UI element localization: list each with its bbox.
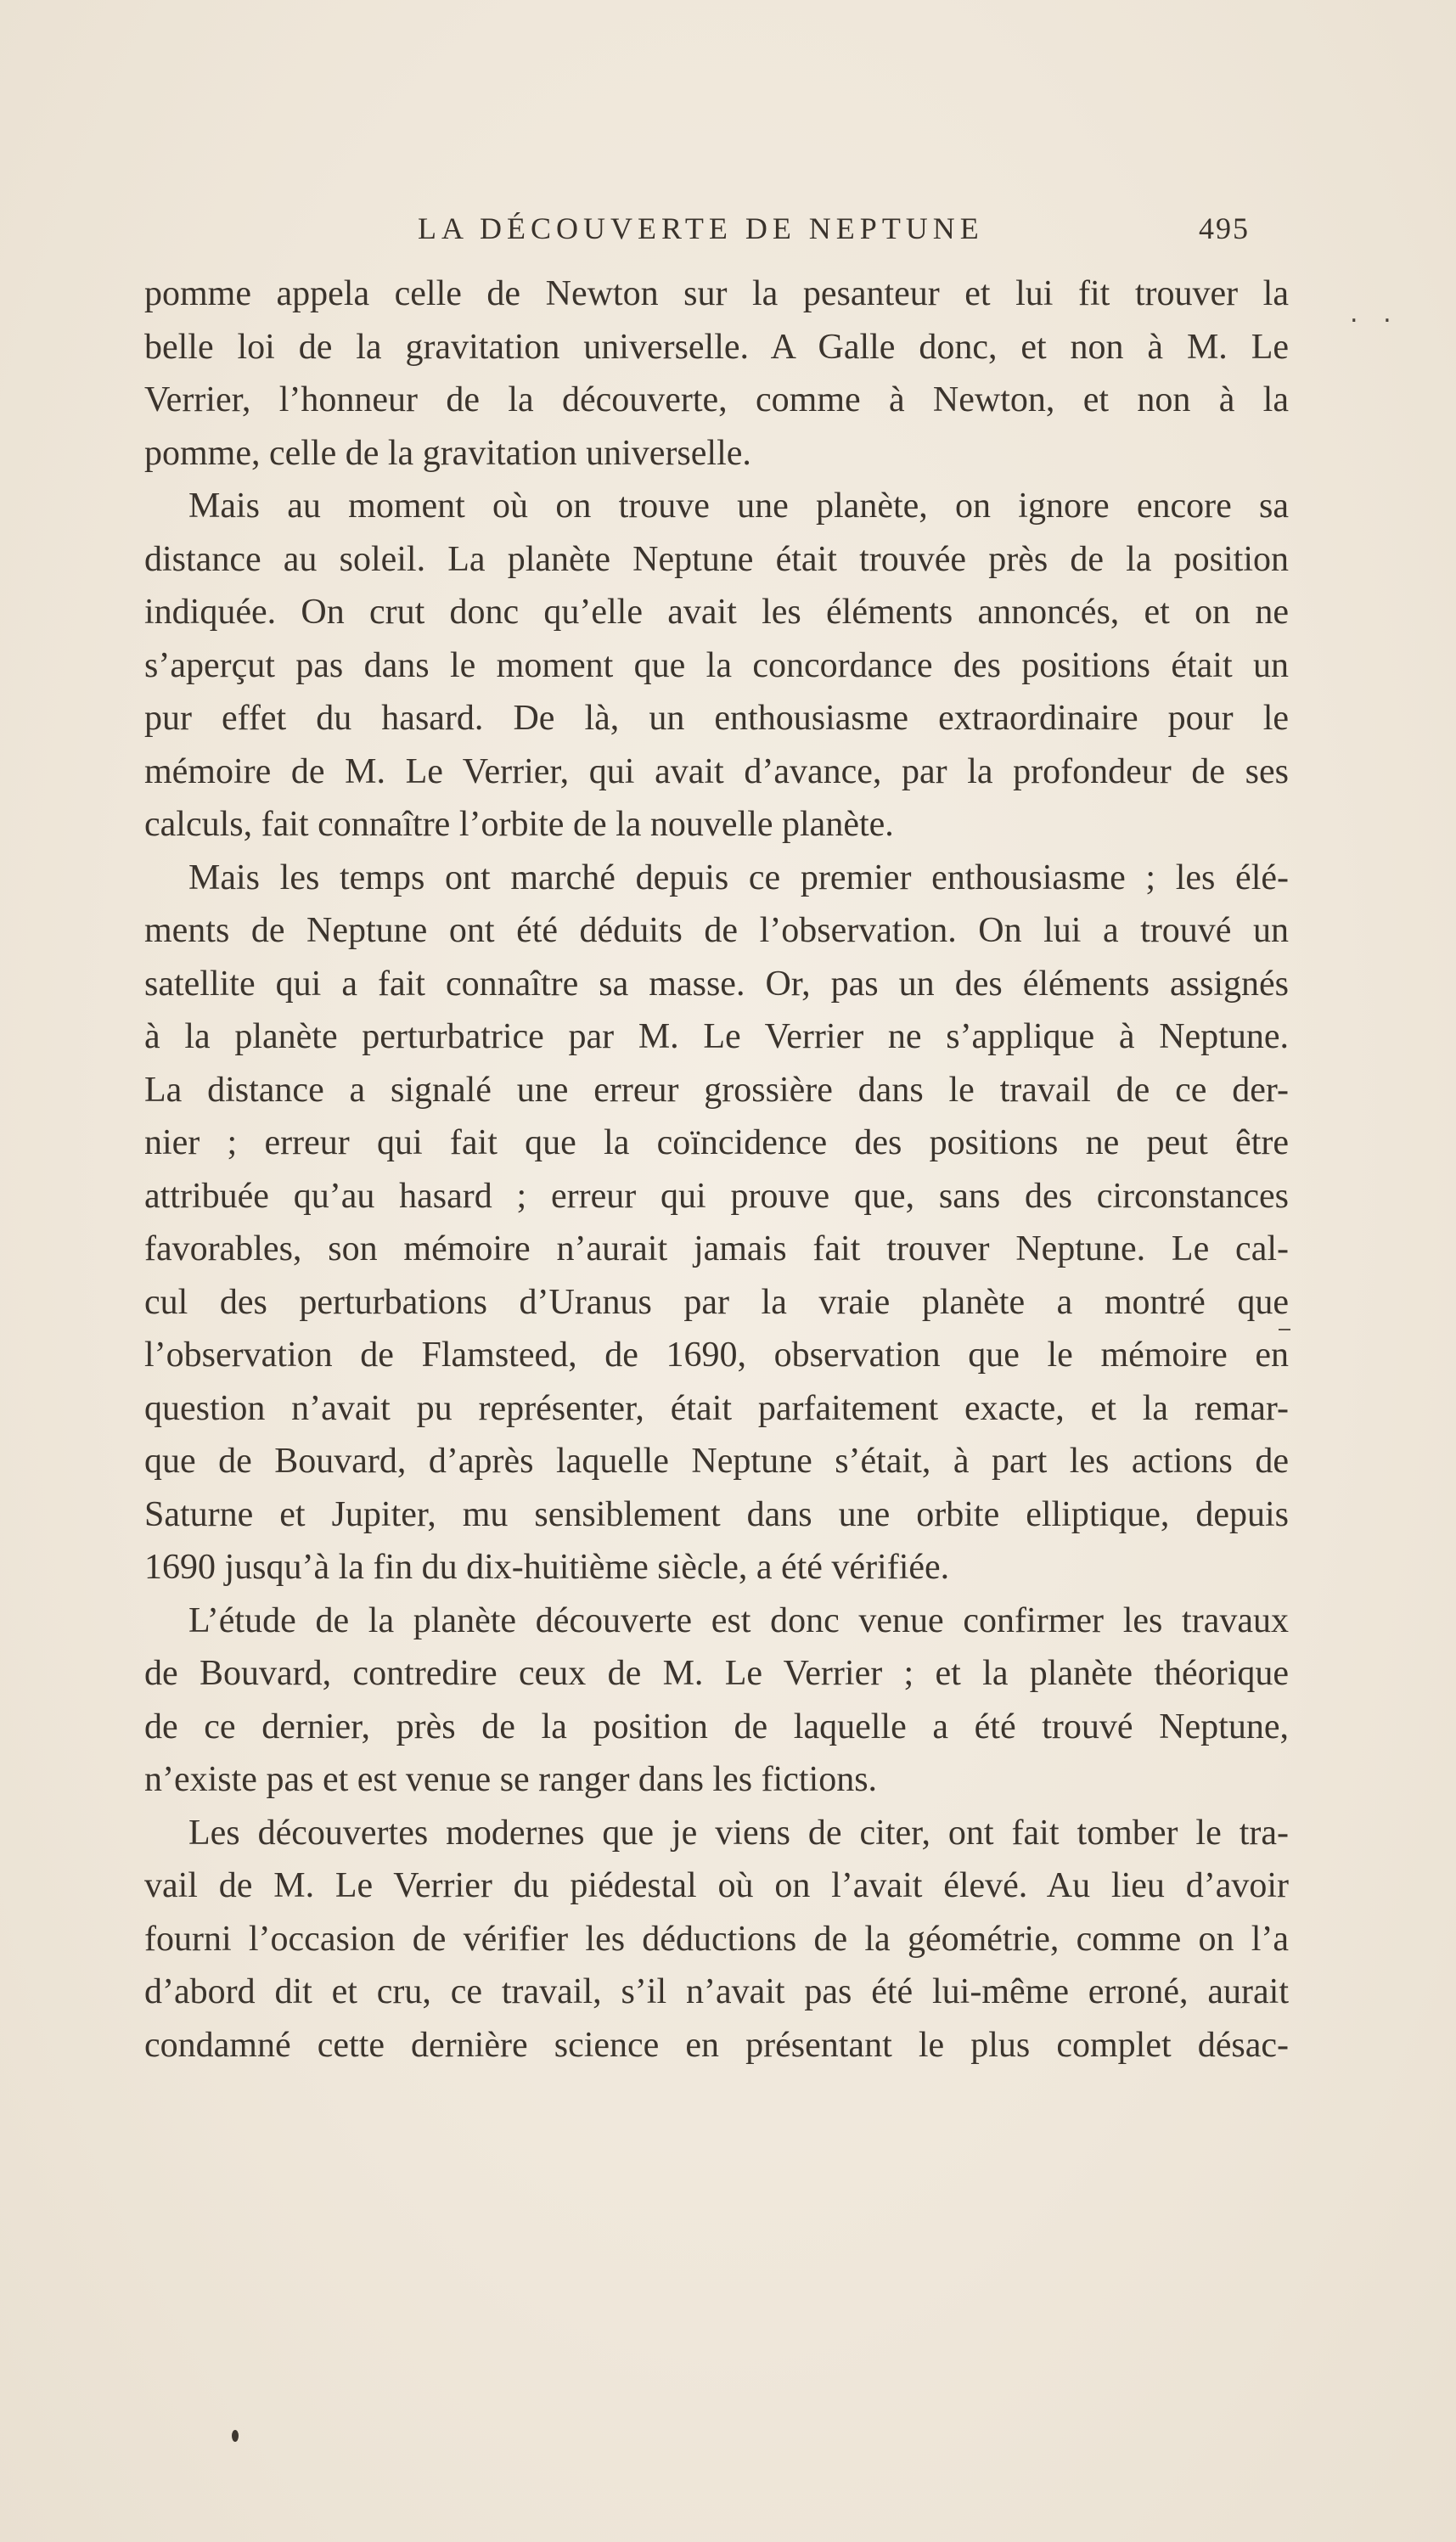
- text-line: que de Bouvard, d’après laquelle Neptune s’était, à part les actions de: [144, 1442, 1289, 1481]
- text-line: Verrier, l’honneur de la découverte, comme à Newton, et non à la: [144, 380, 1289, 419]
- page-number: 495: [1199, 211, 1250, 245]
- text-line: de ce dernier, près de la position de laquelle a été trouvé Neptune,: [144, 1707, 1289, 1746]
- text-line: d’abord dit et cru, ce travail, s’il n’avait pas été lui-même erroné, aurait: [144, 1972, 1289, 2011]
- running-title: LA DÉCOUVERTE DE NEPTUNE: [418, 211, 984, 245]
- text-line: nier ; erreur qui fait que la coïncidence des positions ne peut être: [144, 1123, 1289, 1162]
- text-line: l’observation de Flamsteed, de 1690, observation que le mémoire en: [144, 1336, 1289, 1375]
- paragraph-first-line: Mais au moment où on trouve une planète, on ignore encore sa: [188, 486, 1289, 526]
- text-line: distance au soleil. La planète Neptune était trouvée près de la position: [144, 539, 1289, 579]
- text-line: fourni l’occasion de vérifier les déductions de la géométrie, comme on l’a: [144, 1919, 1289, 1959]
- text-line: ments de Neptune ont été déduits de l’observation. On lui a trouvé un: [144, 911, 1289, 950]
- text-line: s’aperçut pas dans le moment que la concordance des positions était un: [144, 645, 1289, 685]
- paragraph-last-line: n’existe pas et est venue se ranger dans les fictions.: [144, 1760, 878, 1799]
- text-line: condamné cette dernière science en présentant le plus complet désac-: [144, 2025, 1289, 2065]
- text-line: Saturne et Jupiter, mu sensiblement dans une orbite elliptique, depuis: [144, 1494, 1289, 1534]
- text-line: pur effet du hasard. De là, un enthousiasme extraordinaire pour le: [144, 699, 1289, 738]
- body-text: [144, 267, 1289, 2072]
- paragraph-first-line: Mais les temps ont marché depuis ce premier enthousiasme ; les élé-: [188, 858, 1289, 897]
- text-line: question n’avait pu représenter, était parfaitement exacte, et la remar-: [144, 1388, 1289, 1428]
- text-line: satellite qui a fait connaître sa masse. Or, pas un des éléments assignés: [144, 964, 1289, 1004]
- paragraph-last-line: calculs, fait connaître l’orbite de la nouvelle planète.: [144, 805, 894, 844]
- running-head: [0, 211, 1456, 262]
- text-line: de Bouvard, contredire ceux de M. Le Verrier ; et la planète théorique: [144, 1654, 1289, 1693]
- text-line: La distance a signalé une erreur grossière dans le travail de ce der-: [144, 1070, 1289, 1110]
- text-line: mémoire de M. Le Verrier, qui avait d’avance, par la profondeur de ses: [144, 751, 1289, 791]
- paragraph-last-line: 1690 jusqu’à la fin du dix-huitième siècle, a été vérifiée.: [144, 1548, 950, 1587]
- text-line: cul des perturbations d’Uranus par la vraie planète a montré que: [144, 1282, 1289, 1322]
- paragraph-first-line: Les découvertes modernes que je viens de citer, ont fait tomber le tra-: [188, 1813, 1289, 1853]
- ink-speck: [232, 2430, 239, 2442]
- text-line: indiquée. On crut donc qu’elle avait les éléments annoncés, et on ne: [144, 593, 1289, 632]
- text-line: pomme appela celle de Newton sur la pesanteur et lui fit trouver la: [144, 274, 1289, 313]
- paragraph-last-line: pomme, celle de la gravitation universelle.: [144, 433, 751, 473]
- paragraph-first-line: L’étude de la planète découverte est donc venue confirmer les travaux: [188, 1600, 1289, 1640]
- text-line: favorables, son mémoire n’aurait jamais fait trouver Neptune. Le cal-: [144, 1229, 1289, 1268]
- text-line: à la planète perturbatrice par M. Le Verrier ne s’applique à Neptune.: [144, 1017, 1289, 1056]
- text-line: belle loi de la gravitation universelle. A Galle donc, et non à M. Le: [144, 327, 1289, 367]
- text-line: vail de M. Le Verrier du piédestal où on l’avait élevé. Au lieu d’avoir: [144, 1866, 1289, 1905]
- text-line: attribuée qu’au hasard ; erreur qui prouve que, sans des circonstances: [144, 1176, 1289, 1216]
- margin-dots: . .: [1350, 299, 1400, 329]
